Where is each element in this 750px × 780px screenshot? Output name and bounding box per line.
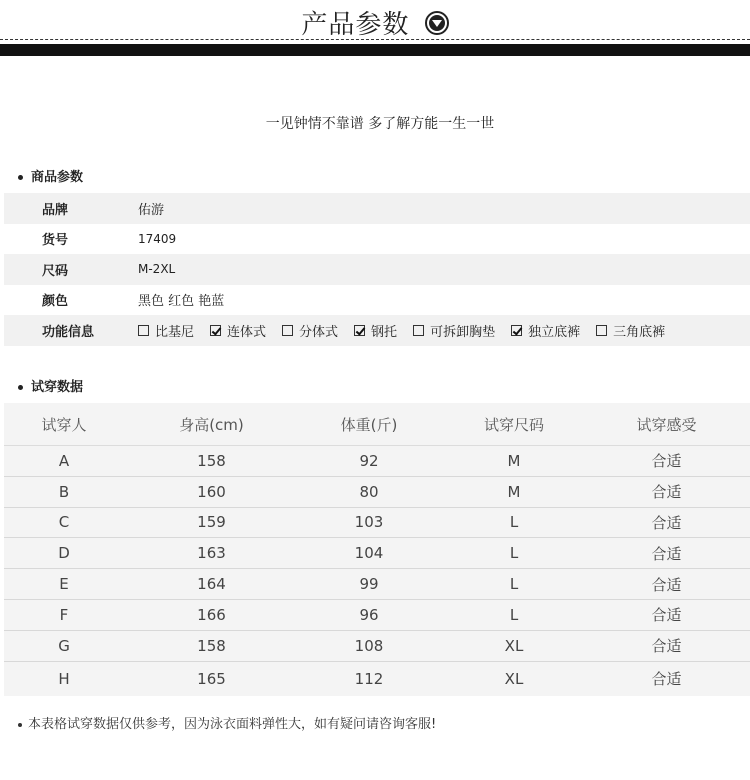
column-header: 试穿尺码	[483, 415, 544, 434]
table-cell: 159	[197, 513, 226, 532]
table-cell: 合适	[651, 637, 682, 656]
table-cell: 合适	[651, 452, 682, 471]
table-cell: M	[507, 482, 521, 501]
column-header: 试穿人	[41, 415, 87, 434]
table-cell: 92	[359, 451, 379, 470]
feature-list	[138, 321, 750, 340]
table-cell: 112	[354, 669, 384, 688]
table-cell: 合适	[651, 513, 682, 532]
param-label: 尺码	[42, 263, 69, 279]
feature-label: 连体式	[227, 324, 267, 340]
header-bar	[0, 44, 750, 56]
table-cell: D	[58, 544, 70, 563]
param-row-size	[4, 254, 750, 285]
table-cell: C	[58, 513, 70, 532]
param-value: M-2XL	[138, 262, 176, 277]
footnote-text: 本表格试穿数据仅供参考，因为泳衣面料弹性大，如有疑问请咨询客服!	[28, 717, 437, 732]
feature-item	[413, 321, 495, 340]
table-cell: 160	[197, 482, 226, 501]
feature-item	[511, 321, 580, 340]
table-cell: 108	[354, 636, 384, 655]
table-cell: 合适	[651, 544, 682, 563]
table-cell: 99	[359, 575, 379, 594]
checkbox-unchecked-icon	[282, 325, 293, 336]
product-section-title	[18, 166, 83, 185]
param-label: 功能信息	[42, 324, 95, 340]
bullet-icon	[18, 385, 23, 390]
table-cell: XL	[504, 669, 524, 688]
product-section-title-text: 商品参数	[31, 170, 84, 185]
bullet-icon	[18, 175, 23, 180]
table-cell: 合适	[651, 575, 682, 594]
param-row-color	[4, 285, 750, 316]
trial-section-title	[18, 376, 83, 395]
feature-item	[596, 321, 665, 340]
header-title-wrap	[0, 4, 750, 41]
feature-label: 分体式	[299, 324, 339, 340]
feature-item	[282, 321, 338, 340]
table-row	[4, 477, 750, 508]
product-params-table	[4, 193, 750, 346]
table-row	[4, 662, 750, 696]
feature-label: 独立底裤	[528, 324, 581, 340]
table-cell: 165	[197, 669, 226, 688]
table-cell: L	[509, 513, 519, 532]
table-cell: M	[507, 451, 521, 470]
footnote	[18, 713, 436, 732]
table-row	[4, 538, 750, 569]
param-row-brand	[4, 193, 750, 224]
slogan: 一见钟情不靠谱 多了解方能一生一世	[265, 116, 495, 132]
feature-label: 三角底裤	[613, 324, 666, 340]
param-row-features	[4, 315, 750, 346]
checkbox-unchecked-icon	[413, 325, 424, 336]
table-cell: 164	[197, 575, 226, 594]
table-header-row	[4, 403, 750, 446]
trial-section-title-text: 试穿数据	[31, 380, 84, 395]
page-header	[0, 0, 750, 60]
trial-data-table	[4, 403, 750, 696]
table-cell: 166	[197, 605, 226, 624]
table-cell: 158	[197, 636, 226, 655]
dashed-divider	[0, 39, 750, 40]
table-cell: 163	[197, 544, 226, 563]
table-cell: 合适	[651, 483, 682, 502]
table-cell: H	[58, 669, 70, 688]
param-label: 品牌	[42, 202, 69, 218]
table-cell: 合适	[651, 670, 682, 689]
feature-label: 可拆卸胸垫	[430, 324, 496, 340]
param-value: 黑色 红色 艳蓝	[138, 294, 225, 310]
table-cell: F	[59, 605, 69, 624]
table-cell: G	[58, 636, 70, 655]
checkbox-unchecked-icon	[138, 325, 149, 336]
table-cell: 104	[354, 544, 384, 563]
feature-item	[210, 321, 266, 340]
table-cell: L	[509, 544, 519, 563]
table-cell: B	[58, 482, 70, 501]
checkbox-checked-icon	[210, 325, 221, 336]
param-row-item-number	[4, 224, 750, 255]
table-cell: 103	[354, 513, 384, 532]
table-cell: A	[58, 451, 70, 470]
param-label: 货号	[42, 233, 69, 249]
table-row	[4, 569, 750, 600]
checkbox-checked-icon	[354, 325, 365, 336]
feature-item	[354, 321, 397, 340]
feature-item	[138, 321, 194, 340]
table-row	[4, 446, 750, 477]
table-row	[4, 508, 750, 539]
table-cell: L	[509, 605, 519, 624]
table-row	[4, 631, 750, 662]
table-cell: E	[59, 575, 69, 594]
column-header: 试穿感受	[636, 415, 697, 434]
table-row	[4, 600, 750, 631]
table-cell: 80	[359, 482, 379, 501]
feature-label: 钢托	[371, 324, 398, 340]
bullet-icon	[18, 723, 22, 727]
column-header: 体重(斤)	[340, 415, 398, 434]
table-cell: 合适	[651, 606, 682, 625]
param-value: 17409	[138, 231, 177, 246]
param-value: 佑游	[138, 202, 165, 218]
param-label: 颜色	[42, 294, 69, 310]
checkbox-checked-icon	[511, 325, 522, 336]
table-cell: L	[509, 575, 519, 594]
column-header: 身高(cm)	[179, 415, 244, 434]
checkbox-unchecked-icon	[596, 325, 607, 336]
table-cell: XL	[504, 636, 524, 655]
feature-label: 比基尼	[155, 324, 195, 340]
table-cell: 158	[197, 451, 226, 470]
table-cell: 96	[359, 605, 379, 624]
chevron-down-circle-icon	[425, 11, 449, 35]
page-title: 产品参数	[301, 10, 410, 40]
